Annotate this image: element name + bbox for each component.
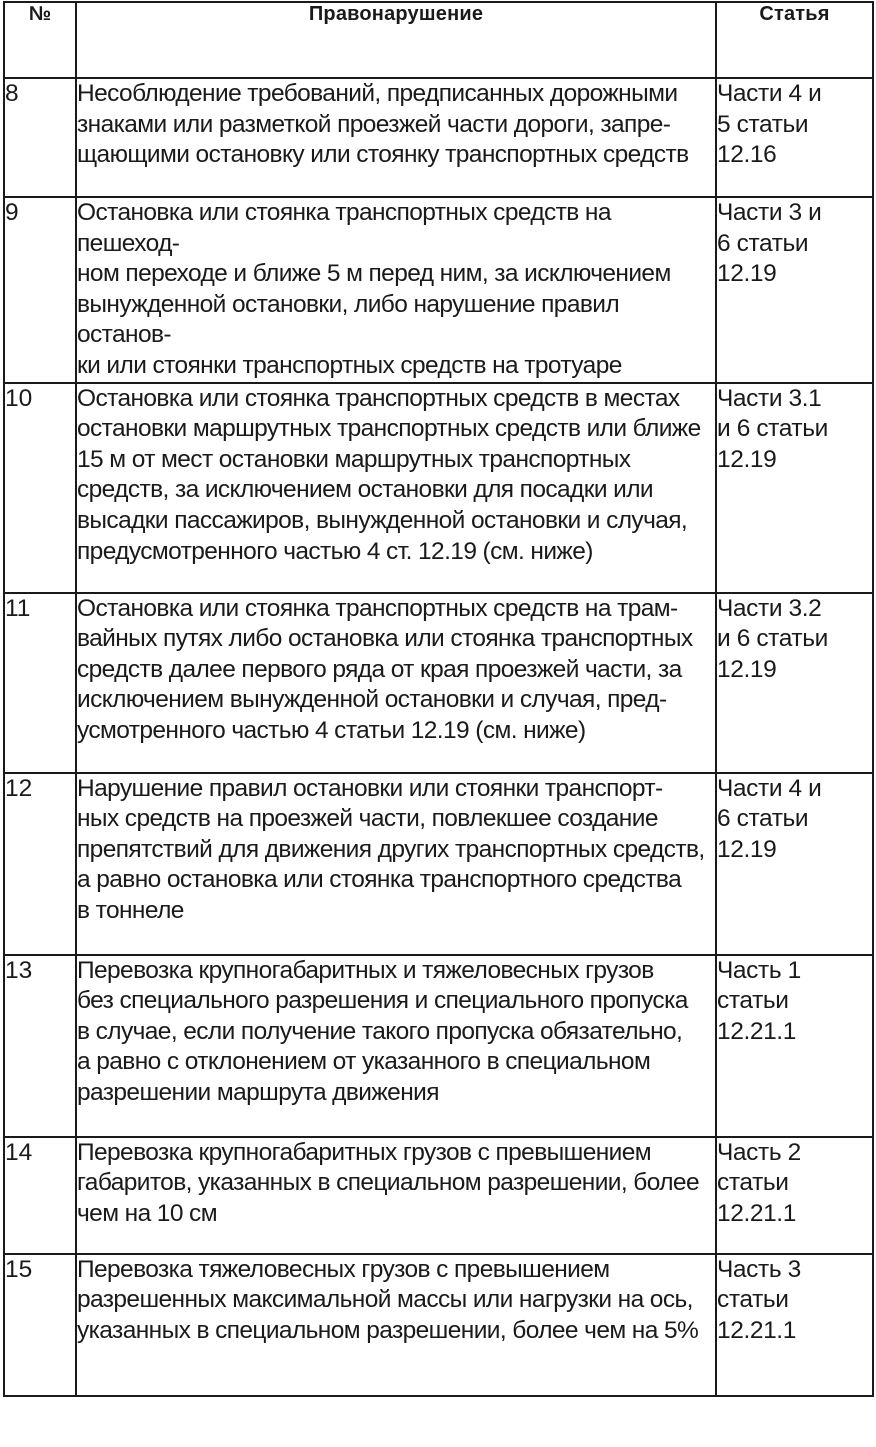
table-row [4,773,873,955]
violation-line: чем на 10 см [77,1199,217,1227]
article-line: Часть 3 [717,1255,801,1283]
article-line: 12.19 [717,260,777,288]
violation-line: габаритов, указанных в специальном разрешении, более [77,1169,699,1197]
violation-line: Остановка или стоянка транспортных средств в местах [77,384,680,412]
violation-cell [76,593,716,773]
violation-line: вынужденной остановки, либо нарушение правил останов- [77,290,620,349]
table-row [4,955,873,1137]
row-number: 11 [4,593,76,773]
violation-line: указанных в специальном разрешении, более чем на 5% [77,1316,699,1344]
header-article: Статья [716,2,873,78]
row-number: 12 [4,773,76,955]
table-row [4,383,873,593]
article-cell [716,1137,873,1254]
violation-line: Перевозка тяжеловесных грузов с превышением [77,1255,610,1283]
article-line: и 6 статьи [717,625,828,653]
article-cell [716,593,873,773]
violation-line: Остановка или стоянка транспортных средств на пешеход- [77,199,611,257]
violation-cell [76,773,716,955]
article-line: статьи [717,1169,789,1197]
row-number: 8 [4,78,76,197]
violation-line: разрешенных максимальной массы или нагрузки на ось, [77,1286,693,1314]
violation-line: Несоблюдение требований, предписанных дорожными [77,80,678,107]
violation-line: средств далее первого ряда от края проезжей части, за [77,655,682,683]
article-line: и 6 статьи [717,415,828,443]
article-line: 12.19 [717,445,777,473]
violation-line: 15 м от мест остановки маршрутных транспортных [77,445,631,473]
table-row [4,1137,873,1254]
header-number: № [4,2,76,78]
article-cell [716,1254,873,1396]
violation-line: в тоннеле [77,896,184,924]
table-row [4,1254,873,1396]
violation-cell [76,383,716,593]
violation-line: в случае, если получение такого пропуска обязательно, [77,1017,683,1045]
violation-line: высадки пассажиров, вынужденной остановки и случая, [77,506,688,534]
violation-line: Остановка или стоянка транспортных средств на трам- [77,594,678,622]
violation-line: средств, за исключением остановки для посадки или [77,476,654,504]
row-number: 10 [4,383,76,593]
article-line: 12.21.1 [717,1316,796,1344]
violation-line: разрешении маршрута движения [77,1078,439,1106]
table-header [4,2,873,78]
article-cell [716,773,873,955]
row-number: 15 [4,1254,76,1396]
article-line: статьи [717,1286,789,1314]
table-row [4,197,873,383]
article-cell [716,383,873,593]
violation-line: ки или стоянки транспортных средств на тротуаре [77,351,622,379]
article-line: 12.21.1 [717,1017,796,1045]
violation-line: а равно с отклонением от указанного в специальном [77,1048,651,1076]
violation-line: знаками или разметкой проезжей части дороги, запре- [77,110,671,138]
violation-line: препятствий для движения других транспортных средств, [77,835,705,863]
article-cell [716,78,873,197]
article-line: 5 статьи [717,110,809,138]
article-line: 12.19 [717,835,777,863]
violation-cell [76,197,716,383]
violation-line: остановки маршрутных транспортных средств или ближе [77,415,701,443]
article-line: 6 статьи [717,805,809,833]
violation-cell [76,955,716,1137]
violation-line: усмотренного частью 4 статьи 12.19 (см. ниже) [77,716,586,744]
article-cell [716,955,873,1137]
article-cell [716,197,873,383]
row-number: 13 [4,955,76,1137]
violation-line: Перевозка крупногабаритных грузов с превышением [77,1138,652,1166]
violation-line: Нарушение правил остановки или стоянки транспорт- [77,774,663,802]
article-line: Часть 1 [717,956,801,984]
violation-line: предусмотренного частью 4 ст. 12.19 (см. ниже) [77,537,593,565]
violation-line: без специального разрешения и специального пропуска [77,987,688,1015]
article-line: Части 3 и [717,199,822,226]
article-line: Части 4 и [717,774,822,802]
article-line: 12.16 [717,141,777,169]
article-line: 6 статьи [717,229,809,257]
article-line: Части 4 и [717,80,822,107]
violation-line: ном переходе и ближе 5 м перед ним, за исключением [77,260,671,288]
table-row [4,593,873,773]
row-number: 14 [4,1137,76,1254]
table-body [4,78,873,1396]
violation-cell [76,1254,716,1396]
header-violation: Правонарушение [76,2,716,78]
violation-cell [76,1137,716,1254]
violation-line: ных средств на проезжей части, повлекшее создание [77,805,658,833]
violations-table [3,1,874,1397]
article-line: статьи [717,987,789,1015]
table-row [4,78,873,197]
article-line: Часть 2 [717,1138,801,1166]
violation-cell [76,78,716,197]
violation-line: исключением вынужденной остановки и случая, пред- [77,686,667,714]
violation-line: щающими остановку или стоянку транспортных средств [77,141,689,169]
article-line: 12.21.1 [717,1199,796,1227]
violation-line: а равно остановка или стоянка транспортного средства [77,866,682,894]
article-line: Части 3.1 [717,384,822,412]
article-line: 12.19 [717,655,777,683]
row-number: 9 [4,197,76,383]
violation-line: Перевозка крупногабаритных и тяжеловесных грузов [77,956,654,984]
header-row [4,2,873,78]
violation-line: вайных путях либо остановка или стоянка транспортных [77,625,693,653]
article-line: Части 3.2 [717,594,822,622]
